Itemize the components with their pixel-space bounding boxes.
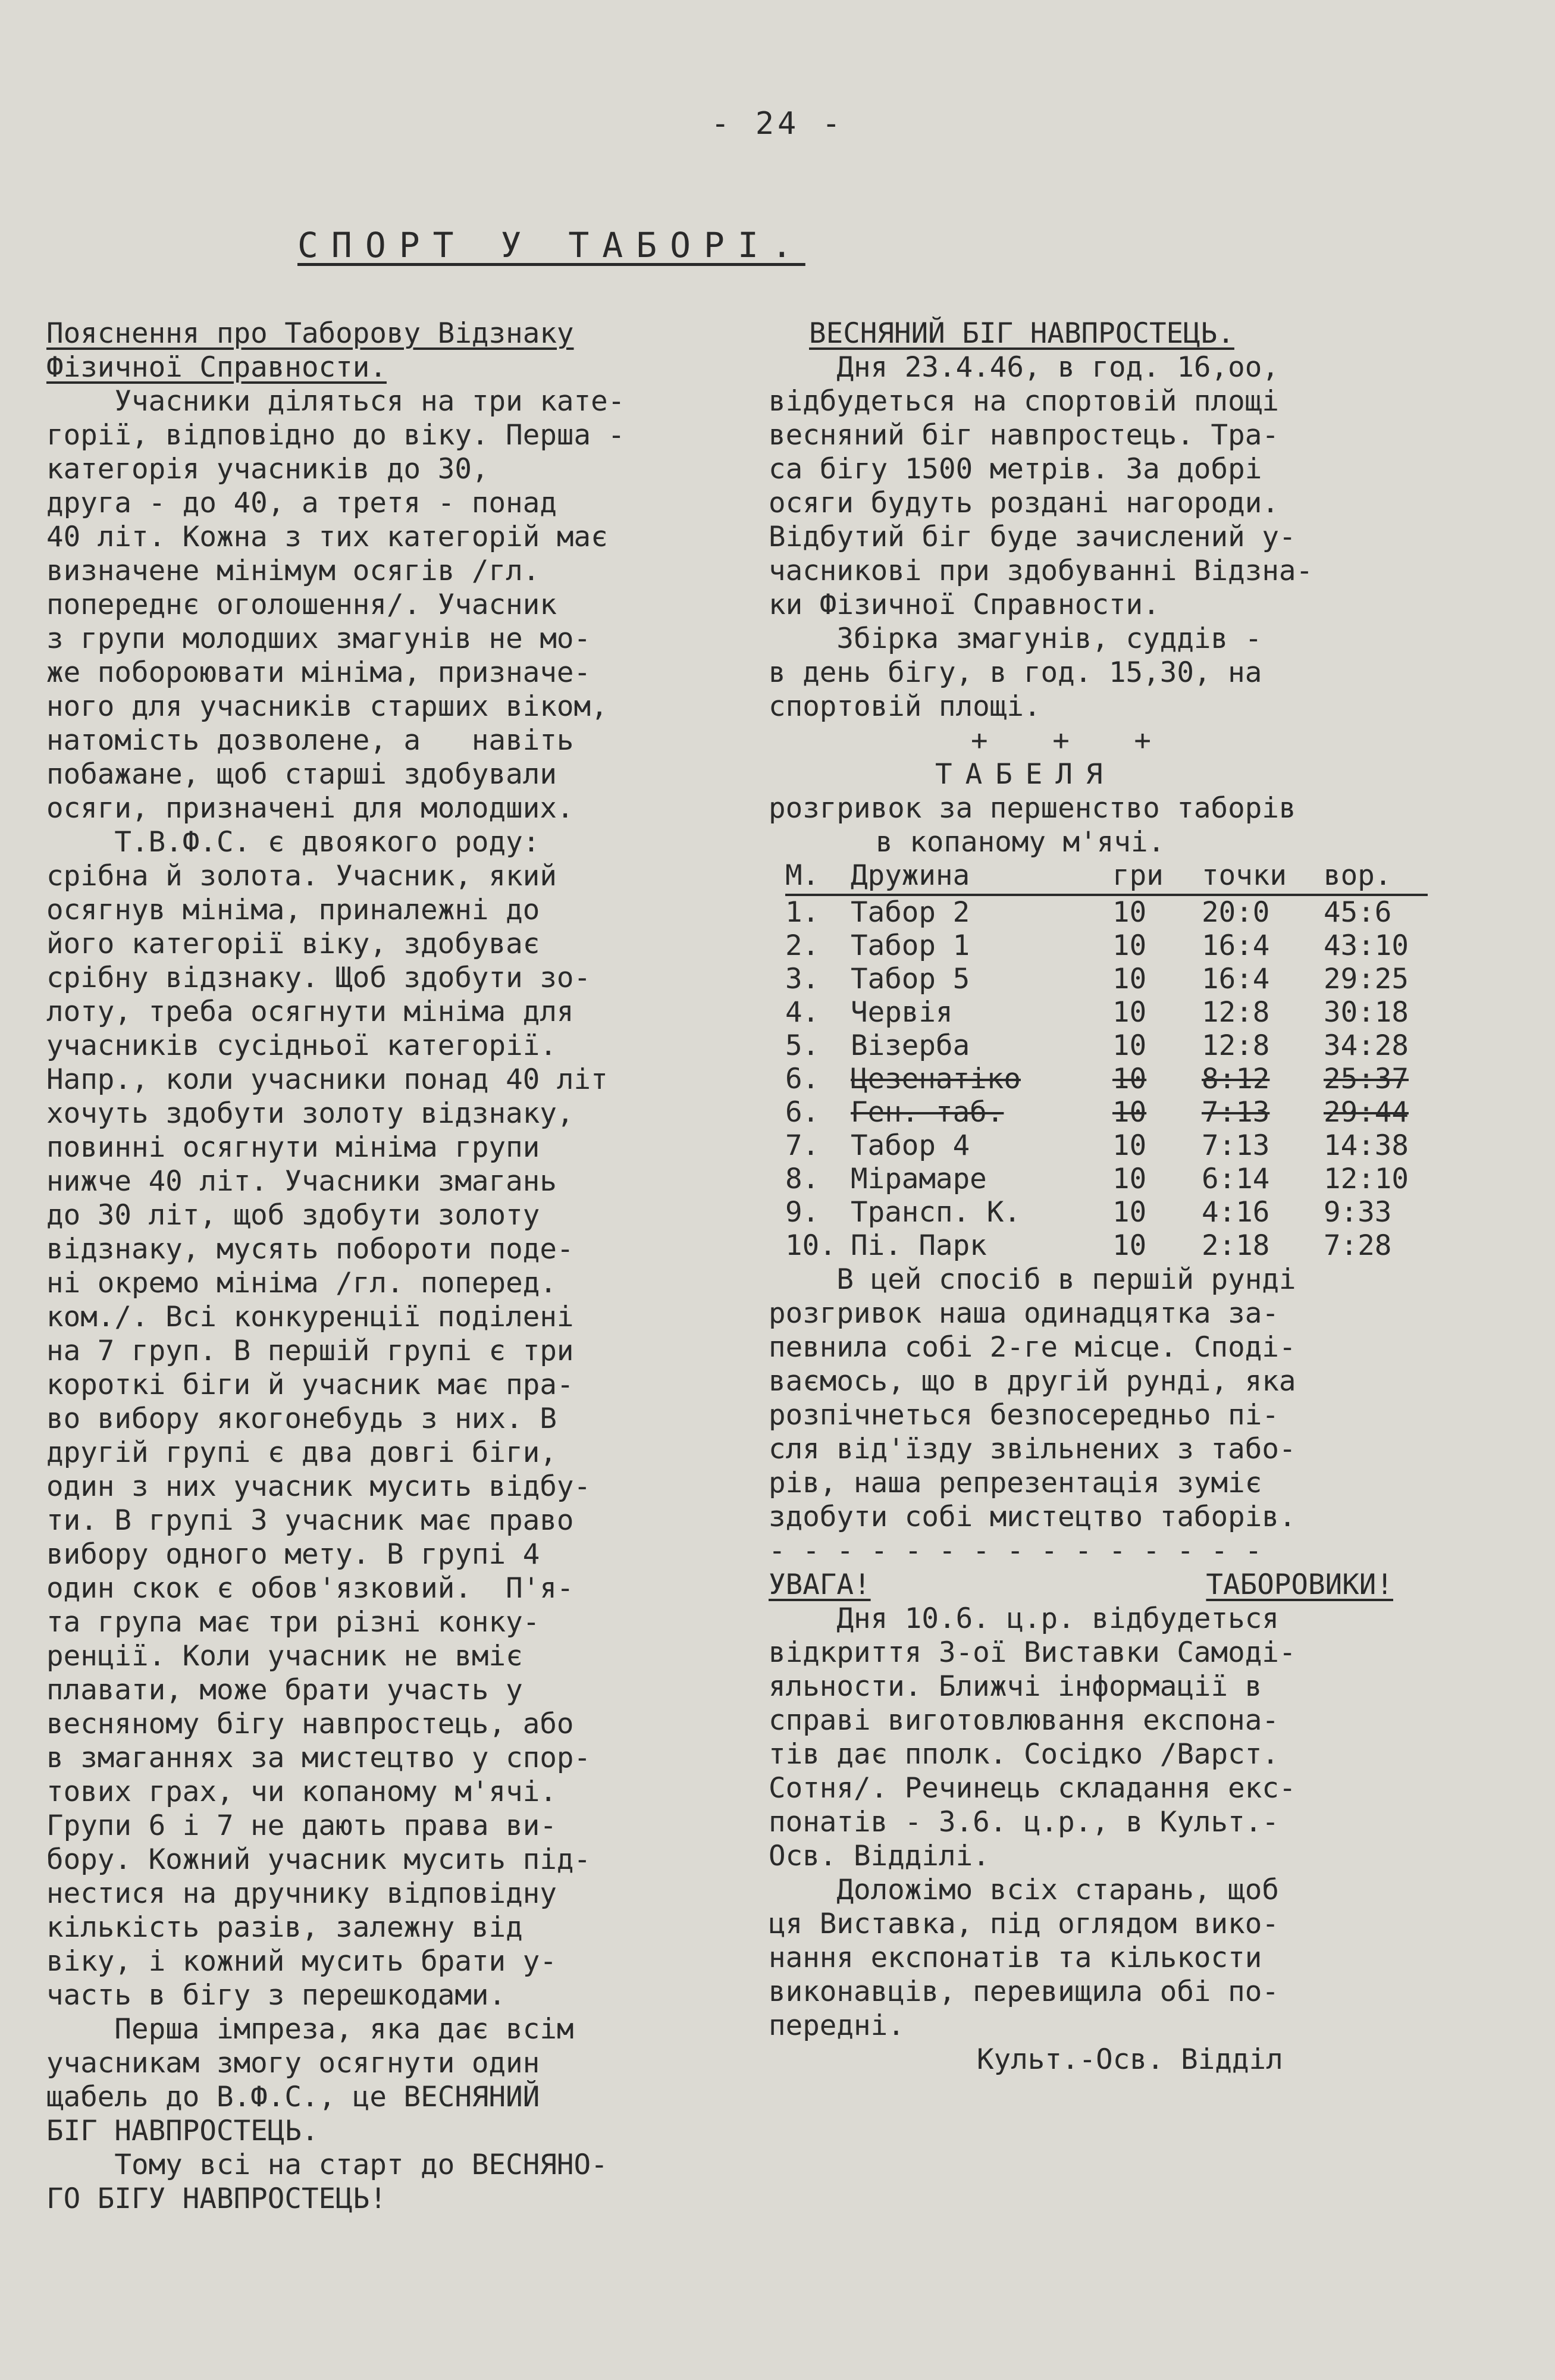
text-line: здобути собі мистецтво таборів. [769, 1501, 1296, 1533]
text-line: відзнаку, мусять побороти поде- [46, 1233, 574, 1266]
cell-goals: 9:33 [1324, 1196, 1392, 1229]
text-line: кількість разів, залежну від [46, 1911, 523, 1944]
cell-games: 10 [1112, 1029, 1147, 1062]
text-line: во вибору якогонебудь з них. В [46, 1402, 557, 1435]
cell-points: 16:4 [1202, 963, 1270, 995]
cell-team: Табор 2 [851, 896, 970, 929]
text-line: ки Фізичної Справности. [769, 588, 1160, 621]
text-line: яльности. Ближчі інформації в [769, 1670, 1262, 1703]
text-line: Відбутий біг буде зачислений у- [769, 521, 1296, 553]
table-subtitle-line-2: в копаному м'ячі. [876, 826, 1165, 859]
header-games: гри [1112, 859, 1202, 895]
table-row [785, 963, 1428, 996]
text-line: в змаганнях за мистецтво у спор- [46, 1742, 591, 1774]
text-line: розпічнеться безпосередньо пі- [769, 1399, 1279, 1432]
text-line: справі виготовлювання експона- [769, 1704, 1279, 1737]
cell-points: 8:12 [1202, 1063, 1270, 1095]
cell-points: 16:4 [1202, 929, 1270, 962]
text-line: ця Виставка, під оглядом вико- [769, 1908, 1279, 1940]
cell-team: Трансп. К. [851, 1196, 1021, 1229]
text-line: БІГ НАВПРОСТЕЦЬ. [46, 2115, 319, 2147]
text-line: Доложімо всіх старань, щоб [769, 1874, 1279, 1906]
left-body-text [46, 384, 748, 2216]
table-row [785, 929, 1428, 963]
text-line: категорія учасників до 30, [46, 453, 489, 486]
text-line: повинні осягнути мініма групи [46, 1131, 540, 1164]
cell-goals: 45:6 [1324, 896, 1392, 929]
text-line: срібну відзнаку. Щоб здобути зо- [46, 962, 591, 994]
cell-team: Візерба [851, 1029, 970, 1062]
cell-team: Пі. Парк [851, 1229, 987, 1262]
header-place: М. [785, 859, 851, 895]
cell-goals: 29:25 [1324, 963, 1409, 995]
cell-m: 6. [785, 1063, 820, 1095]
standings-table [785, 859, 1428, 1263]
cell-m: 8. [785, 1163, 820, 1195]
cell-m: 9. [785, 1196, 820, 1229]
cell-points: 4:16 [1202, 1196, 1270, 1229]
cell-games: 10 [1112, 1129, 1147, 1162]
cell-points: 2:18 [1202, 1229, 1270, 1262]
warning-left: УВАГА! [769, 1568, 871, 1601]
text-line: осяги, призначені для молодших. [46, 792, 574, 825]
cell-games: 10 [1112, 896, 1147, 929]
warning-right: ТАБОРОВИКИ! [1206, 1568, 1393, 1601]
cell-points: 12:8 [1202, 1029, 1270, 1062]
cell-m: 1. [785, 896, 820, 929]
cell-team: Червія [851, 996, 953, 1029]
text-line: осяги будуть роздані нагороди. [769, 487, 1279, 519]
text-line: сля від'їзду звільнених з табо- [769, 1433, 1296, 1465]
text-line: та група має три різні конку- [46, 1606, 540, 1639]
text-line: побажане, щоб старші здобували [46, 758, 557, 791]
cell-goals: 12:10 [1324, 1163, 1409, 1195]
text-line: визначене мінімум осягів /гл. [46, 555, 540, 587]
header-goals: вор. [1324, 859, 1428, 895]
left-heading-line-2: Фізичної Справности. [46, 351, 387, 384]
table-commentary [769, 1263, 1435, 1534]
text-line: Збірка змагунів, суддів - [769, 622, 1262, 655]
table-row [785, 1229, 1428, 1263]
exhibition-notice-text [769, 1602, 1435, 2043]
header-team: Дружина [851, 859, 1112, 895]
table-subtitle-line-1: розгривок за першенство таборів [769, 792, 1296, 825]
cell-points: 12:8 [1202, 996, 1270, 1029]
text-line: його категорії віку, здобуває [46, 928, 540, 960]
cell-games: 10 [1112, 1163, 1147, 1195]
text-line: Напр., коли учасники понад 40 літ [46, 1063, 608, 1096]
text-line: тових грах, чи копаному м'ячі. [46, 1775, 557, 1808]
cell-points: 7:13 [1202, 1096, 1270, 1129]
table-row [785, 895, 1428, 929]
text-line: спортовій площі. [769, 690, 1041, 723]
text-line: тів дає пполк. Сосідко /Варст. [769, 1738, 1279, 1771]
cell-goals: 7:28 [1324, 1229, 1392, 1262]
text-line: нижче 40 літ. Учасники змагань [46, 1165, 557, 1198]
text-line: з групи молодших змагунів не мо- [46, 622, 591, 655]
cell-games: 10 [1112, 929, 1147, 962]
text-line: ти. В групі 3 учасник має право [46, 1504, 574, 1537]
text-line: же побороювати мініма, призначе- [46, 656, 591, 689]
text-line: щабель до В.Ф.С., це ВЕСНЯНИЙ [46, 2081, 540, 2113]
header-points: точки [1202, 859, 1324, 895]
text-line: натомість дозволене, а навіть [46, 724, 574, 757]
text-line: передні. [769, 2009, 905, 2042]
cell-games: 10 [1112, 1196, 1147, 1229]
table-row [785, 1163, 1428, 1196]
table-row [785, 996, 1428, 1029]
text-line: часть в бігу з перешкодами. [46, 1979, 506, 2012]
text-line: нестися на дручнику відповідну [46, 1877, 557, 1910]
text-line: виконавців, перевищила обі по- [769, 1975, 1279, 2008]
cell-games: 10 [1112, 963, 1147, 995]
cell-team: Табор 5 [851, 963, 970, 995]
cell-goals: 14:38 [1324, 1129, 1409, 1162]
page-number: - 24 - [711, 106, 844, 142]
cell-team: Цезенатіко [851, 1063, 1021, 1095]
text-line: ного для учасників старших віком, [46, 690, 608, 723]
cell-team: Ген. таб. [851, 1096, 1004, 1129]
table-header-row [785, 859, 1428, 895]
cell-m: 2. [785, 929, 820, 962]
text-line: короткі біги й учасник має пра- [46, 1368, 574, 1401]
text-line: горії, відповідно до віку. Перша - [46, 419, 625, 452]
cell-games: 10 [1112, 996, 1147, 1029]
right-column [769, 317, 1435, 2077]
cell-team: Мірамаре [851, 1163, 987, 1195]
cell-goals: 43:10 [1324, 929, 1409, 962]
text-line: рів, наша репрезентація зуміє [769, 1467, 1262, 1499]
text-line: на 7 груп. В першій групі є три [46, 1335, 574, 1367]
text-line: попереднє оголошення/. Учасник [46, 588, 557, 621]
cell-m: 3. [785, 963, 820, 995]
text-line: один скок є обов'язковий. П'я- [46, 1572, 574, 1605]
text-line: відбудеться на спортовій площі [769, 385, 1279, 418]
text-line: бору. Кожний учасник мусить під- [46, 1843, 591, 1876]
text-line: ренції. Коли учасник не вміє [46, 1640, 523, 1673]
table-row [785, 1029, 1428, 1063]
text-line: ваємось, що в другій рунді, яка [769, 1365, 1296, 1398]
text-line: учасників сусідньої категорії. [46, 1029, 557, 1062]
text-line: весняному бігу навпростець, або [46, 1708, 574, 1740]
text-line: лоту, треба осягнути мініма для [46, 995, 574, 1028]
text-line: Тому всі на старт до ВЕСНЯНО- [46, 2149, 608, 2181]
text-line: Сотня/. Речинець складання екс- [769, 1772, 1296, 1805]
cell-points: 20:0 [1202, 896, 1270, 929]
text-line: осягнув мініма, приналежні до [46, 894, 540, 926]
text-line: Дня 10.6. ц.р. відбудеться [769, 1602, 1279, 1635]
text-line: ком./. Всі конкуренції поділені [46, 1301, 574, 1333]
left-heading-line-1: Пояснення про Таборову Відзнаку [46, 317, 574, 350]
table-row [785, 1129, 1428, 1163]
text-line: Дня 23.4.46, в год. 16,оо, [769, 351, 1279, 384]
cell-games: 10 [1112, 1096, 1147, 1129]
text-line: другій групі є два довгі біги, [46, 1436, 557, 1469]
text-line: Учасники діляться на три кате- [46, 385, 625, 418]
text-line: нання експонатів та кількости [769, 1941, 1262, 1974]
cell-points: 6:14 [1202, 1163, 1270, 1195]
cell-goals: 25:37 [1324, 1063, 1409, 1095]
text-line: 40 літ. Кожна з тих категорій має [46, 521, 608, 553]
text-line: відкриття 3-ої Виставки Самоді- [769, 1636, 1296, 1669]
text-line: вибору одного мету. В групі 4 [46, 1538, 540, 1571]
page-title: СПОРТ У ТАБОРІ. [297, 225, 805, 265]
text-line: весняний біг навпростець. Тра- [769, 419, 1279, 452]
text-line: ні окремо мініма /гл. поперед. [46, 1267, 557, 1299]
text-line: учасникам змогу осягнути один [46, 2047, 540, 2080]
text-line: В цей спосіб в першій рунді [769, 1263, 1296, 1296]
dashed-separator: - - - - - - - - - - - - - - - [769, 1535, 1262, 1567]
text-line: до 30 літ, щоб здобути золоту [46, 1199, 540, 1232]
table-title: ТАБЕЛЯ [935, 758, 1116, 791]
text-line: віку, і кожний мусить брати у- [46, 1945, 557, 1978]
text-line: са бігу 1500 метрів. За добрі [769, 453, 1262, 486]
text-line: плавати, може брати участь у [46, 1674, 523, 1706]
cell-goals: 34:28 [1324, 1029, 1409, 1062]
text-line: друга - до 40, а третя - понад [46, 487, 557, 519]
cell-games: 10 [1112, 1063, 1147, 1095]
table-row [785, 1096, 1428, 1129]
cell-team: Табор 1 [851, 929, 970, 962]
cell-games: 10 [1112, 1229, 1147, 1262]
left-column [46, 317, 748, 2216]
text-line: Т.В.Ф.С. є двоякого роду: [46, 826, 540, 859]
cell-m: 4. [785, 996, 820, 1029]
text-line: Перша імпреза, яка дає всім [46, 2013, 574, 2046]
run-announcement-text [769, 350, 1435, 724]
text-line: в день бігу, в год. 15,30, на [769, 656, 1262, 689]
section-divider-plus: + + + [971, 724, 1175, 757]
signature: Культ.-Осв. Відділ [977, 2043, 1283, 2076]
cell-m: 5. [785, 1029, 820, 1062]
right-heading: ВЕСНЯНИЙ БІГ НАВПРОСТЕЦЬ. [809, 317, 1234, 350]
table-row [785, 1063, 1428, 1096]
text-line: певнила собі 2-ге місце. Споді- [769, 1331, 1296, 1364]
text-line: понатів - 3.6. ц.р., в Культ.- [769, 1806, 1279, 1839]
cell-m: 6. [785, 1096, 820, 1129]
text-line: срібна й золота. Учасник, який [46, 860, 557, 892]
text-line: часникові при здобуванні Відзна- [769, 555, 1313, 587]
text-line: хочуть здобути золоту відзнаку, [46, 1097, 574, 1130]
cell-m: 7. [785, 1129, 820, 1162]
text-line: розгривок наша одинадцятка за- [769, 1297, 1279, 1330]
cell-m: 10. [785, 1229, 836, 1262]
cell-team: Табор 4 [851, 1129, 970, 1162]
cell-goals: 30:18 [1324, 996, 1409, 1029]
text-line: Групи 6 і 7 не дають права ви- [46, 1809, 557, 1842]
warning-heading-row [769, 1568, 1393, 1602]
text-line: ГО БІГУ НАВПРОСТЕЦЬ! [46, 2182, 387, 2215]
text-line: Осв. Відділі. [769, 1840, 990, 1872]
text-line: один з них учасник мусить відбу- [46, 1470, 591, 1503]
cell-points: 7:13 [1202, 1129, 1270, 1162]
table-row [785, 1196, 1428, 1229]
cell-goals: 29:44 [1324, 1096, 1409, 1129]
